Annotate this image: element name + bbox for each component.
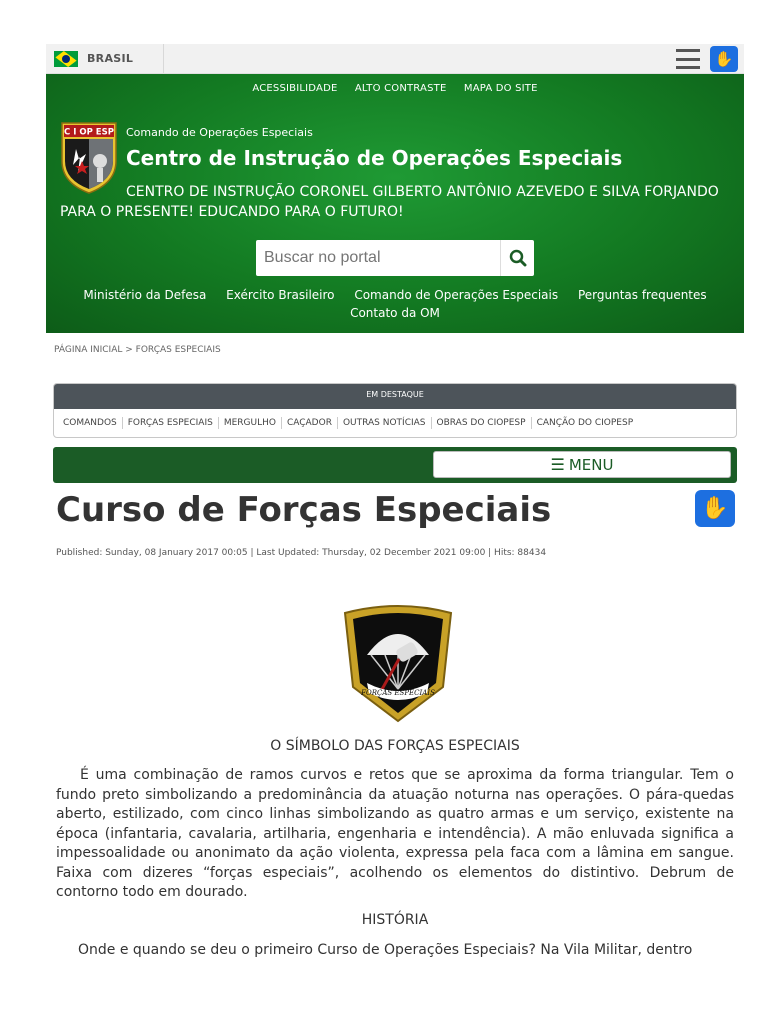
search-box xyxy=(256,240,534,276)
sitemap-link[interactable]: MAPA DO SITE xyxy=(463,83,538,94)
nav-contato-om[interactable]: Contato da OM xyxy=(350,306,440,320)
special-forces-emblem-image xyxy=(341,603,455,723)
org-description: CENTRO DE INSTRUÇÃO CORONEL GILBERTO ANTÔNIO AZEVEDO E SILVA FORJANDO PARA O PRESENTE! EDUCANDO PARA O FUTURO! xyxy=(60,184,719,220)
menu-label: MENU xyxy=(568,455,614,474)
featured-link-mergulho[interactable]: MERGULHO xyxy=(219,417,282,429)
site-header xyxy=(46,74,744,333)
page-title: Curso de Forças Especiais xyxy=(56,490,552,530)
nav-exercito-brasileiro[interactable]: Exército Brasileiro xyxy=(226,288,335,302)
list-icon: ☰ xyxy=(550,455,565,474)
featured-links xyxy=(54,409,736,437)
featured-link-comandos[interactable]: COMANDOS xyxy=(58,417,123,429)
featured-box xyxy=(53,383,737,438)
featured-link-cacador[interactable]: CAÇADOR xyxy=(282,417,338,429)
main-navigation xyxy=(46,286,744,322)
section-title-history: HISTÓRIA xyxy=(361,912,429,928)
menu-bar xyxy=(53,447,737,483)
logo-text: C I OP ESP xyxy=(64,127,114,138)
featured-link-outras-noticias[interactable]: OUTRAS NOTÍCIAS xyxy=(338,417,432,429)
menu-button[interactable] xyxy=(433,451,731,478)
breadcrumb[interactable]: PÁGINA INICIAL > FORÇAS ESPECIAIS xyxy=(54,345,221,355)
org-subtitle: Comando de Operações Especiais xyxy=(126,126,313,139)
brazil-flag-icon xyxy=(54,51,78,67)
vlibras-hands-icon[interactable]: ✋ xyxy=(710,46,738,72)
search-input[interactable] xyxy=(256,240,500,276)
featured-title: EM DESTAQUE xyxy=(54,384,736,409)
featured-link-cancao[interactable]: CANÇÃO DO CIOPESP xyxy=(536,418,634,428)
section-title-symbol: O SÍMBOLO DAS FORÇAS ESPECIAIS xyxy=(270,738,520,754)
section-text-history: Onde e quando se deu o primeiro Curso de Operações Especiais? Na Vila Militar, dentro xyxy=(78,942,693,958)
article-meta: Published: Sunday, 08 January 2017 00:05 | Last Updated: Thursday, 02 December 2021 09:00 | Hits: 88434 xyxy=(56,548,547,558)
search-icon xyxy=(509,249,527,267)
search-button[interactable] xyxy=(500,240,534,276)
gov-bar xyxy=(46,44,744,74)
section-text-symbol: É uma combinação de ramos curvos e retos que se aproxima da forma triangular. Tem o fundo preto simbolizando a predominância da atuação noturna nas operações. O pára-quedas aberto, estilizado, com cinco linhas simbolizando as quatro armas e um serviço, existente na época (infantaria, cavalaria, artilharia, engenharia e intendência). A mão enluvada significa a impessoalidade ou anonimato da ação violenta, expressa pela faca com a lâmina em sangue. Faixa com dizeres “forças especiais”, acolhendo os elementos do distintivo. Debrum de contorno todo em dourado. xyxy=(56,767,734,900)
nav-ministerio-defesa[interactable]: Ministério da Defesa xyxy=(83,288,207,302)
emblem-text: FORÇAS ESPECIAIS xyxy=(361,689,435,697)
org-title[interactable]: Centro de Instrução de Operações Especiais xyxy=(126,146,623,170)
high-contrast-link[interactable]: ALTO CONTRASTE xyxy=(354,83,447,94)
hamburger-menu-icon[interactable] xyxy=(676,47,700,71)
brasil-label: BRASIL xyxy=(87,52,134,65)
accessibility-links xyxy=(46,83,744,94)
vlibras-hands-icon[interactable]: ✋ xyxy=(695,490,735,527)
accessibility-link[interactable]: ACESSIBILIDADE xyxy=(252,83,338,94)
featured-link-forcas-especiais[interactable]: FORÇAS ESPECIAIS xyxy=(123,417,219,429)
nav-comando-operacoes-especiais[interactable]: Comando de Operações Especiais xyxy=(354,288,559,302)
featured-link-obras[interactable]: OBRAS DO CIOPESP xyxy=(432,417,532,429)
nav-perguntas-frequentes[interactable]: Perguntas frequentes xyxy=(577,288,707,302)
brasil-link[interactable] xyxy=(46,44,164,73)
